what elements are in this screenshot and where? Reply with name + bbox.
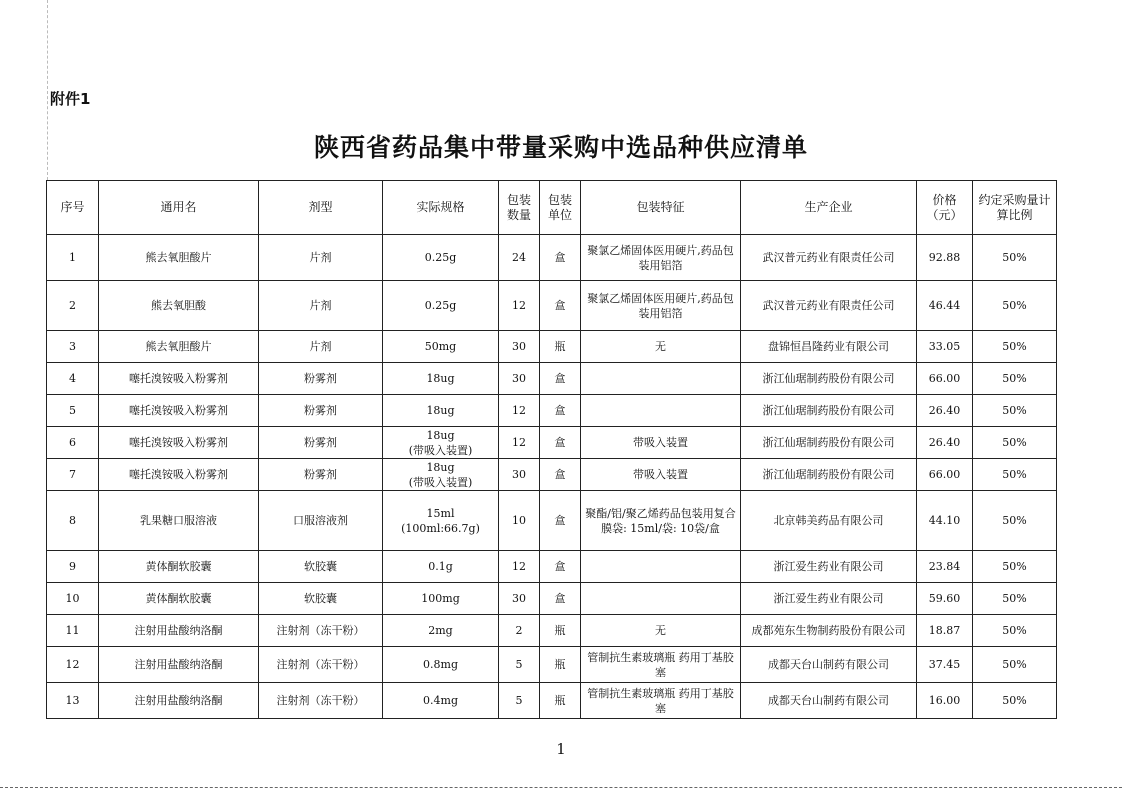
cell-price: 26.40 [917, 427, 973, 459]
cell-pack [581, 395, 741, 427]
cell-name: 注射用盐酸纳洛酮 [99, 683, 259, 719]
cell-pack [581, 551, 741, 583]
cell-name: 熊去氧胆酸片 [99, 331, 259, 363]
cell-spec: 0.8mg [383, 647, 499, 683]
cell-no: 11 [47, 615, 99, 647]
cell-no: 1 [47, 235, 99, 281]
cell-spec: 0.1g [383, 551, 499, 583]
table-row [47, 583, 1057, 615]
cell-form: 粉雾剂 [259, 427, 383, 459]
cell-price: 16.00 [917, 683, 973, 719]
cell-pack: 带吸入装置 [581, 459, 741, 491]
col-header-spec: 实际规格 [383, 181, 499, 235]
cell-form: 口服溶液剂 [259, 491, 383, 551]
attachment-label: 附件1 [50, 90, 91, 108]
cell-no: 12 [47, 647, 99, 683]
cell-form: 粉雾剂 [259, 395, 383, 427]
cell-ratio: 50% [973, 395, 1057, 427]
cell-spec: 0.25g [383, 281, 499, 331]
table-row [47, 427, 1057, 459]
cell-spec: 18ug [383, 395, 499, 427]
col-header-pack: 包装特征 [581, 181, 741, 235]
cell-price: 18.87 [917, 615, 973, 647]
cell-form: 注射剂（冻干粉） [259, 647, 383, 683]
table-row [47, 683, 1057, 719]
table-row [47, 615, 1057, 647]
cell-maker: 浙江仙琚制药股份有限公司 [741, 459, 917, 491]
cell-price: 66.00 [917, 459, 973, 491]
cell-maker: 浙江爱生药业有限公司 [741, 551, 917, 583]
cell-form: 片剂 [259, 331, 383, 363]
cell-form: 注射剂（冻干粉） [259, 615, 383, 647]
cell-qty: 5 [499, 683, 540, 719]
cell-name: 熊去氧胆酸片 [99, 235, 259, 281]
cell-maker: 浙江仙琚制药股份有限公司 [741, 395, 917, 427]
cell-name: 噻托溴铵吸入粉雾剂 [99, 459, 259, 491]
cell-name: 噻托溴铵吸入粉雾剂 [99, 427, 259, 459]
cell-name: 注射用盐酸纳洛酮 [99, 615, 259, 647]
cell-no: 7 [47, 459, 99, 491]
cell-maker: 浙江爱生药业有限公司 [741, 583, 917, 615]
cell-price: 37.45 [917, 647, 973, 683]
cell-ratio: 50% [973, 647, 1057, 683]
cell-ratio: 50% [973, 363, 1057, 395]
cell-price: 59.60 [917, 583, 973, 615]
table-row [47, 551, 1057, 583]
cell-maker: 浙江仙琚制药股份有限公司 [741, 363, 917, 395]
table-row [47, 395, 1057, 427]
cell-ratio: 50% [973, 459, 1057, 491]
cell-no: 4 [47, 363, 99, 395]
cell-name: 黄体酮软胶囊 [99, 583, 259, 615]
cell-ratio: 50% [973, 427, 1057, 459]
supply-table [46, 180, 1057, 719]
cell-name: 注射用盐酸纳洛酮 [99, 647, 259, 683]
document-title: 陕西省药品集中带量采购中选品种供应清单 [313, 133, 808, 162]
cell-unit: 盒 [540, 459, 581, 491]
cell-spec: 18ug (带吸入装置) [383, 459, 499, 491]
cell-maker: 武汉普元药业有限责任公司 [741, 281, 917, 331]
col-header-maker: 生产企业 [741, 181, 917, 235]
cell-pack: 管制抗生素玻璃瓶 药用丁基胶塞 [581, 683, 741, 719]
cell-name: 噻托溴铵吸入粉雾剂 [99, 363, 259, 395]
cell-form: 片剂 [259, 281, 383, 331]
cell-form: 粉雾剂 [259, 459, 383, 491]
table-row [47, 459, 1057, 491]
table-row [47, 491, 1057, 551]
cell-pack: 无 [581, 615, 741, 647]
col-header-ratio: 约定采购量计算比例 [973, 181, 1057, 235]
cell-spec: 15ml (100ml:66.7g) [383, 491, 499, 551]
cell-spec: 18ug (带吸入装置) [383, 427, 499, 459]
cell-unit: 盒 [540, 583, 581, 615]
cell-maker: 成都苑东生物制药股份有限公司 [741, 615, 917, 647]
col-header-name: 通用名 [99, 181, 259, 235]
cell-name: 乳果糖口服溶液 [99, 491, 259, 551]
col-header-form: 剂型 [259, 181, 383, 235]
cell-ratio: 50% [973, 235, 1057, 281]
cell-ratio: 50% [973, 615, 1057, 647]
cell-form: 软胶囊 [259, 583, 383, 615]
cell-no: 13 [47, 683, 99, 719]
cell-pack: 聚酯/铝/聚乙烯药品包装用复合膜袋: 15ml/袋: 10袋/盒 [581, 491, 741, 551]
cell-ratio: 50% [973, 331, 1057, 363]
cell-ratio: 50% [973, 551, 1057, 583]
cell-price: 92.88 [917, 235, 973, 281]
cell-price: 33.05 [917, 331, 973, 363]
cell-name: 噻托溴铵吸入粉雾剂 [99, 395, 259, 427]
cell-unit: 瓶 [540, 615, 581, 647]
cell-qty: 10 [499, 491, 540, 551]
header-row [47, 181, 1057, 235]
cell-qty: 12 [499, 281, 540, 331]
cell-maker: 浙江仙琚制药股份有限公司 [741, 427, 917, 459]
cell-qty: 12 [499, 427, 540, 459]
cell-ratio: 50% [973, 491, 1057, 551]
cell-pack [581, 583, 741, 615]
cell-spec: 18ug [383, 363, 499, 395]
cell-qty: 5 [499, 647, 540, 683]
cell-pack: 带吸入装置 [581, 427, 741, 459]
cell-spec: 50mg [383, 331, 499, 363]
cell-unit: 盒 [540, 551, 581, 583]
cell-unit: 瓶 [540, 647, 581, 683]
cell-no: 6 [47, 427, 99, 459]
cell-price: 23.84 [917, 551, 973, 583]
cell-qty: 2 [499, 615, 540, 647]
cell-no: 9 [47, 551, 99, 583]
cell-maker: 武汉普元药业有限责任公司 [741, 235, 917, 281]
cell-spec: 2mg [383, 615, 499, 647]
cell-ratio: 50% [973, 281, 1057, 331]
cell-spec: 0.4mg [383, 683, 499, 719]
cell-ratio: 50% [973, 683, 1057, 719]
cell-no: 10 [47, 583, 99, 615]
cell-price: 26.40 [917, 395, 973, 427]
cell-maker: 成都天台山制药有限公司 [741, 683, 917, 719]
table-row [47, 331, 1057, 363]
cell-form: 片剂 [259, 235, 383, 281]
cell-price: 66.00 [917, 363, 973, 395]
cell-form: 软胶囊 [259, 551, 383, 583]
col-header-price: 价格（元） [917, 181, 973, 235]
cell-spec: 0.25g [383, 235, 499, 281]
col-header-no: 序号 [47, 181, 99, 235]
cell-form: 注射剂（冻干粉） [259, 683, 383, 719]
cell-ratio: 50% [973, 583, 1057, 615]
cell-no: 2 [47, 281, 99, 331]
cell-price: 44.10 [917, 491, 973, 551]
cell-qty: 12 [499, 395, 540, 427]
cell-pack: 聚氯乙烯固体医用硬片,药品包装用铝箔 [581, 281, 741, 331]
cell-unit: 盒 [540, 427, 581, 459]
table-row [47, 363, 1057, 395]
cell-pack: 聚氯乙烯固体医用硬片,药品包装用铝箔 [581, 235, 741, 281]
cell-unit: 盒 [540, 363, 581, 395]
cell-no: 3 [47, 331, 99, 363]
col-header-unit: 包装单位 [540, 181, 581, 235]
cell-qty: 30 [499, 363, 540, 395]
cell-unit: 盒 [540, 395, 581, 427]
cell-unit: 盒 [540, 491, 581, 551]
page-number: 1 [556, 740, 566, 758]
cell-pack [581, 363, 741, 395]
cell-qty: 30 [499, 583, 540, 615]
table-row [47, 647, 1057, 683]
table-row [47, 235, 1057, 281]
cell-form: 粉雾剂 [259, 363, 383, 395]
cell-qty: 30 [499, 459, 540, 491]
cell-qty: 30 [499, 331, 540, 363]
cell-name: 熊去氧胆酸 [99, 281, 259, 331]
footer-divider [0, 787, 1122, 788]
cell-spec: 100mg [383, 583, 499, 615]
cell-maker: 盘锦恒昌隆药业有限公司 [741, 331, 917, 363]
cell-no: 8 [47, 491, 99, 551]
cell-pack: 无 [581, 331, 741, 363]
cell-no: 5 [47, 395, 99, 427]
cell-unit: 瓶 [540, 683, 581, 719]
cell-name: 黄体酮软胶囊 [99, 551, 259, 583]
cell-unit: 盒 [540, 281, 581, 331]
cell-unit: 瓶 [540, 331, 581, 363]
cell-unit: 盒 [540, 235, 581, 281]
cell-maker: 北京韩美药品有限公司 [741, 491, 917, 551]
table-row [47, 281, 1057, 331]
cell-qty: 12 [499, 551, 540, 583]
cell-pack: 管制抗生素玻璃瓶 药用丁基胶塞 [581, 647, 741, 683]
cell-price: 46.44 [917, 281, 973, 331]
col-header-qty: 包装数量 [499, 181, 540, 235]
cell-maker: 成都天台山制药有限公司 [741, 647, 917, 683]
cell-qty: 24 [499, 235, 540, 281]
